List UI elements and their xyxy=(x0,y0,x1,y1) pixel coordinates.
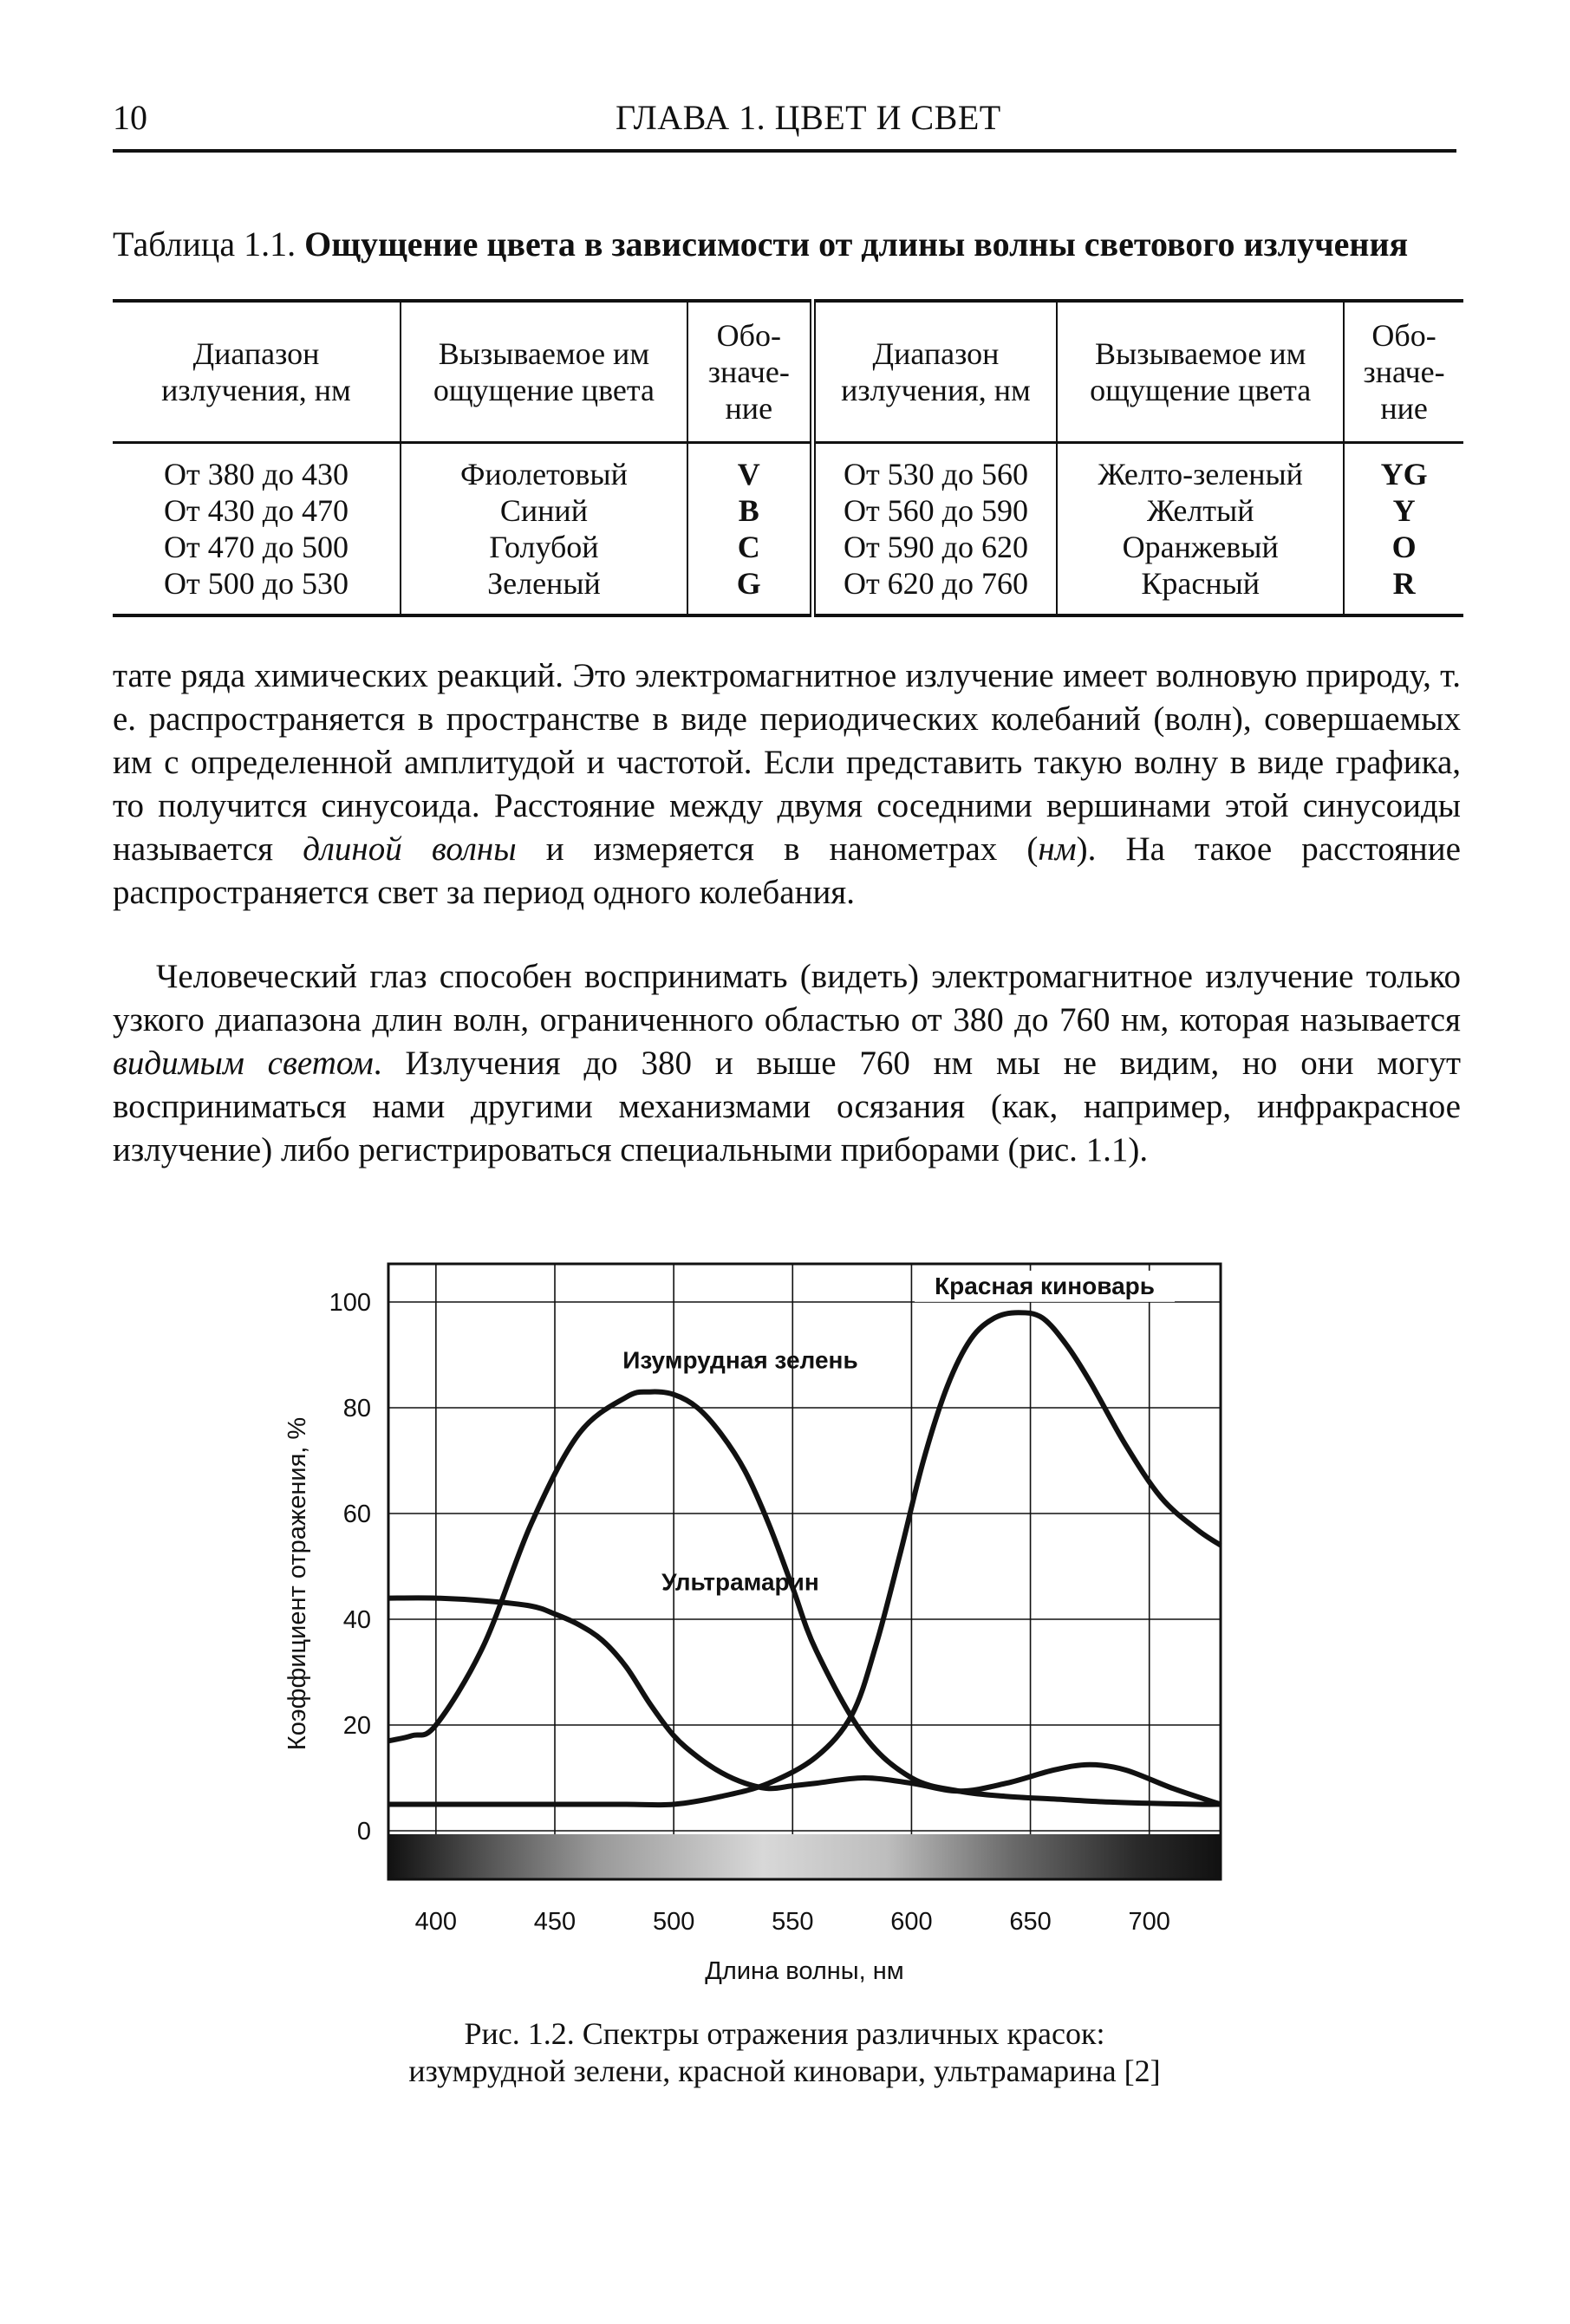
sensation-cell: Фиолетовый xyxy=(401,443,687,493)
sensation-cell: Красный xyxy=(1057,565,1344,615)
x-tick-label: 550 xyxy=(772,1908,814,1936)
term-nm: нм xyxy=(1038,830,1077,868)
term-wavelength: длиной волны xyxy=(303,830,517,868)
symbol-cell: C xyxy=(687,529,812,565)
range-cell: От 620 до 760 xyxy=(812,565,1057,615)
x-axis-label: Длина волны, нм xyxy=(705,1957,904,1985)
paragraph-text: Человеческий глаз способен воспринимать (видеть) электромагнитное излучение только узкого диапазона длин волн, ограниченного областью от 380 до 760 нм, которая называется xyxy=(113,958,1461,1038)
reflectance-chart xyxy=(0,1231,1570,2011)
header-sensation-2: Вызываемое им ощущение цвета xyxy=(1057,301,1344,443)
sensation-cell: Желтый xyxy=(1057,492,1344,529)
sensation-cell: Голубой xyxy=(401,529,687,565)
symbol-cell: R xyxy=(1344,565,1463,615)
symbol-cell: O xyxy=(1344,529,1463,565)
paragraph-text: . Излучения до 380 и выше 760 нм мы не видим, но они могут восприниматься нами другими механизмами осязания (как, например, инфракрасное излучение) либо регистрироваться специальными приборами (рис. 1.1). xyxy=(113,1045,1462,1169)
figure-caption-line-2: изумрудной зелени, красной киновари, ультрамарина [2] xyxy=(408,2054,1161,2088)
x-tick-label: 450 xyxy=(533,1908,577,1936)
paragraph-text: и измеряется в нанометрах ( xyxy=(516,830,1039,868)
spectrum-bar xyxy=(388,1834,1221,1879)
table-row xyxy=(113,492,1463,529)
chapter-title: ГЛАВА 1. ЦВЕТ И СВЕТ xyxy=(616,98,1001,137)
paragraph-text: тате ряда химических реакций. Это электромагнитное излучение имеет волновую природу, т. е. распространяется в пространстве в виде периодических колебаний (волн), совершаемых им с определенной амплитудой и частотой. Если представить такую волну в виде графика, то получится синусоида. Расстояние между двумя соседними вершинами этой синусоиды называется xyxy=(113,657,1461,868)
symbol-cell: Y xyxy=(1344,492,1463,529)
sensation-cell: Оранжевый xyxy=(1057,529,1344,565)
table-header-row xyxy=(113,301,1463,443)
symbol-cell: V xyxy=(687,443,812,493)
range-cell: От 590 до 620 xyxy=(812,529,1057,565)
curve-label: Изумрудная зелень xyxy=(622,1346,858,1374)
table-row xyxy=(113,443,1463,493)
curve-label: Ультрамарин xyxy=(661,1568,819,1596)
symbol-cell: YG xyxy=(1344,443,1463,493)
y-tick-label: 0 xyxy=(356,1818,371,1846)
paragraph-text: ). На такое расстояние распространяется свет за период одного колебания. xyxy=(113,830,1461,911)
range-cell: От 380 до 430 xyxy=(163,457,349,491)
figure-caption xyxy=(199,2015,1370,2090)
series-curves xyxy=(388,1312,1221,1805)
range-cell: От 430 до 470 xyxy=(163,493,349,528)
sensation-cell: Зеленый xyxy=(401,565,687,615)
reflectance-figure xyxy=(0,1231,1570,2011)
curve-label: Красная киноварь xyxy=(935,1272,1155,1299)
y-tick-label: 60 xyxy=(342,1501,371,1528)
page-number: 10 xyxy=(113,98,147,137)
color-sensation-table xyxy=(113,299,1463,617)
curve-labels xyxy=(622,1271,1175,1596)
body-paragraph-2 xyxy=(113,955,1461,1172)
x-tick-label: 500 xyxy=(652,1908,695,1936)
y-axis-label: Коэффициент отражения, % xyxy=(283,1416,311,1751)
range-cell: От 470 до 500 xyxy=(163,530,349,564)
table-row xyxy=(113,565,1463,615)
table-row xyxy=(113,529,1463,565)
body-paragraph-1 xyxy=(113,654,1461,915)
series-line-Красная киноварь xyxy=(388,1312,1221,1805)
header-range-2: Диапазон излучения, нм xyxy=(812,301,1057,443)
page-header xyxy=(113,97,1456,153)
table-caption xyxy=(113,224,1465,264)
x-tick-label: 600 xyxy=(890,1908,933,1936)
figure-caption-line-1: Рис. 1.2. Спектры отражения различных красок: xyxy=(464,2016,1105,2051)
header-range: Диапазон излучения, нм xyxy=(161,336,351,407)
x-tick-label: 700 xyxy=(1128,1908,1170,1936)
term-visible-light: видимым светом xyxy=(113,1045,374,1082)
y-tick-label: 40 xyxy=(342,1606,371,1634)
table-caption-title: Ощущение цвета в зависимости от длины волны светового излучения xyxy=(304,225,1409,264)
x-tick-label: 650 xyxy=(1009,1908,1052,1936)
range-cell: От 560 до 590 xyxy=(812,492,1057,529)
range-cell: От 530 до 560 xyxy=(812,443,1057,493)
header-sensation: Вызываемое им ощущение цвета xyxy=(401,301,687,443)
symbol-cell: B xyxy=(687,492,812,529)
header-symbol: Обо- значе- ние xyxy=(687,301,812,443)
y-tick-label: 20 xyxy=(342,1712,371,1740)
sensation-cell: Синий xyxy=(401,492,687,529)
range-cell: От 500 до 530 xyxy=(163,566,349,601)
header-symbol-2: Обо- значе- ние xyxy=(1344,301,1463,443)
table-caption-prefix: Таблица 1.1. xyxy=(113,225,296,264)
y-tick-label: 80 xyxy=(342,1395,371,1422)
x-tick-label: 400 xyxy=(414,1908,458,1936)
symbol-cell: G xyxy=(687,565,812,615)
y-tick-label: 100 xyxy=(329,1289,371,1317)
series-line-Изумрудная зелень xyxy=(388,1392,1221,1805)
sensation-cell: Желто-зеленый xyxy=(1057,443,1344,493)
